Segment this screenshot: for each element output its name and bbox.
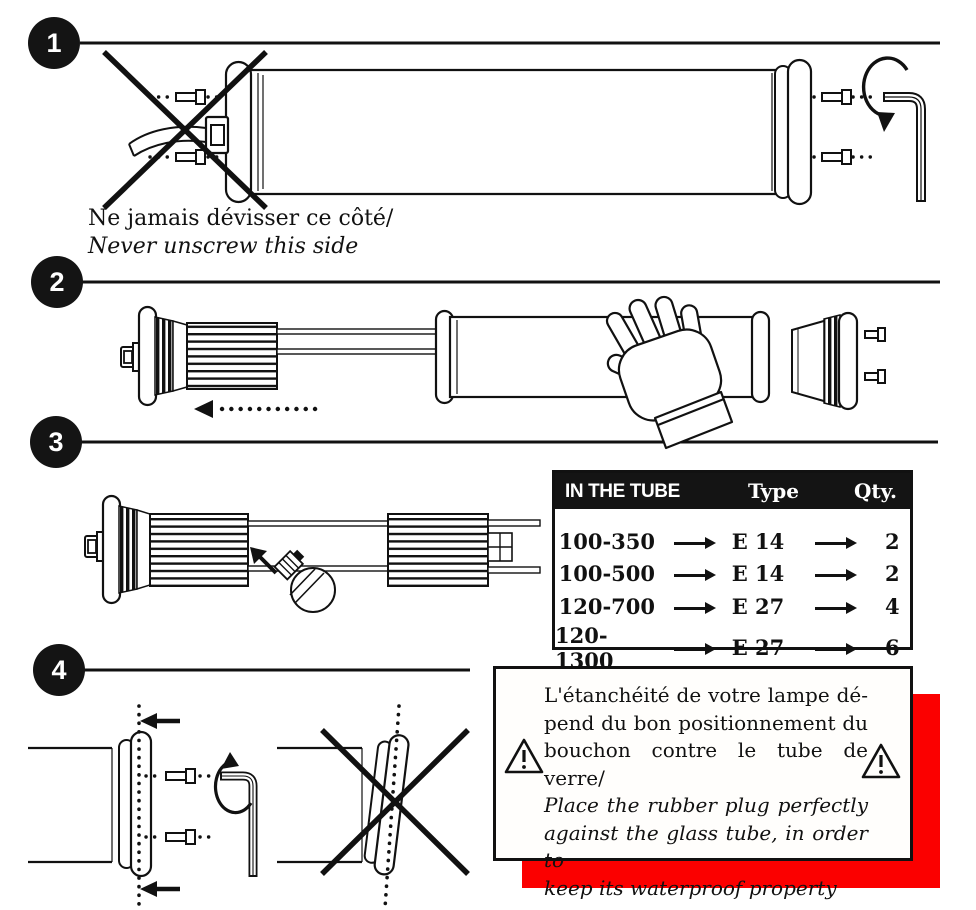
table-header xyxy=(555,473,910,509)
model-cell: 120-700 xyxy=(558,593,655,619)
end-cap-assembly xyxy=(121,307,438,405)
type-cell: E 27 xyxy=(731,635,785,660)
warning-triangle-icon xyxy=(503,737,545,775)
table-row xyxy=(555,590,910,623)
table-row xyxy=(555,622,910,673)
warning-line-en: Place the rubber plug perfectly xyxy=(544,793,868,817)
step-1-diagram xyxy=(104,52,926,208)
right-arrow-icon xyxy=(815,574,847,577)
right-arrow-icon xyxy=(815,542,847,545)
table-row xyxy=(555,525,910,558)
caption-french: Ne jamais dévisser ce côté/ xyxy=(88,206,394,231)
rubber-plug-cap xyxy=(792,313,857,409)
hex-key-icon xyxy=(221,772,258,877)
warning-line-en: against the glass tube, in order to xyxy=(544,820,868,872)
bulb-spec-table xyxy=(552,470,913,673)
step-2-number: 2 xyxy=(49,266,65,297)
wrong-position-diagram xyxy=(277,706,468,908)
caption-english: Never unscrew this side xyxy=(88,234,359,259)
step-4-number: 4 xyxy=(51,654,67,685)
right-arrow-icon xyxy=(674,648,706,651)
screw-icon xyxy=(166,769,195,783)
right-arrow-icon xyxy=(815,607,847,610)
step-1-caption xyxy=(88,205,393,261)
hex-key-icon xyxy=(884,92,926,201)
warning-text xyxy=(544,682,868,902)
flush-arrow-icon xyxy=(140,713,180,729)
warning-line-fr: bouchon contre le tube de verre/ xyxy=(544,738,868,790)
screw-icon xyxy=(176,90,205,104)
model-cell: 120-1300 xyxy=(555,622,614,673)
model-cell: 100-500 xyxy=(558,561,655,587)
table-header-qty: Qty. xyxy=(854,479,897,503)
screw-icon xyxy=(822,90,851,104)
right-arrow-icon xyxy=(815,648,847,651)
step-3-badge xyxy=(30,416,82,468)
warning-line-fr: pend du bon positionnement du xyxy=(544,710,868,735)
table-row xyxy=(555,558,910,591)
correct-position-diagram xyxy=(28,706,258,908)
qty-cell: 2 xyxy=(885,561,900,587)
screw-icon xyxy=(166,830,195,844)
qty-cell: 4 xyxy=(885,593,900,619)
warning-box xyxy=(493,666,913,900)
table-header-title: IN THE TUBE xyxy=(565,480,680,502)
screw-icon xyxy=(822,150,851,164)
step-2-badge xyxy=(31,256,83,308)
right-arrow-icon xyxy=(674,607,706,610)
qty-cell: 6 xyxy=(885,635,900,660)
flush-arrow-icon xyxy=(140,881,180,897)
step-3-diagram xyxy=(85,496,540,612)
warning-line-en: keep its waterproof property xyxy=(544,875,837,900)
step-1-number: 1 xyxy=(46,27,62,58)
table-body xyxy=(555,509,910,673)
step-2-diagram xyxy=(121,295,885,448)
table-header-type: Type xyxy=(747,479,799,503)
screw-icon xyxy=(865,328,885,341)
light-bulb-icon xyxy=(275,547,335,612)
right-arrow-icon xyxy=(674,574,706,577)
step-4-badge xyxy=(33,644,85,696)
right-arrow-icon xyxy=(674,542,706,545)
step-4-diagram xyxy=(28,706,468,908)
screw-icon xyxy=(865,370,885,383)
type-cell: E 14 xyxy=(731,528,785,554)
qty-cell: 2 xyxy=(885,528,900,554)
type-cell: E 27 xyxy=(731,593,785,619)
pull-direction-arrow-icon xyxy=(194,400,322,418)
warning-line-fr: L'étanchéité de votre lampe dé- xyxy=(544,683,868,707)
screw-icon xyxy=(176,150,205,164)
type-cell: E 14 xyxy=(731,561,785,587)
step-1-badge xyxy=(28,17,80,69)
rotation-arrow-icon xyxy=(215,752,251,813)
glass-tube xyxy=(226,60,811,204)
model-cell: 100-350 xyxy=(558,528,655,554)
step-3-number: 3 xyxy=(48,426,64,457)
